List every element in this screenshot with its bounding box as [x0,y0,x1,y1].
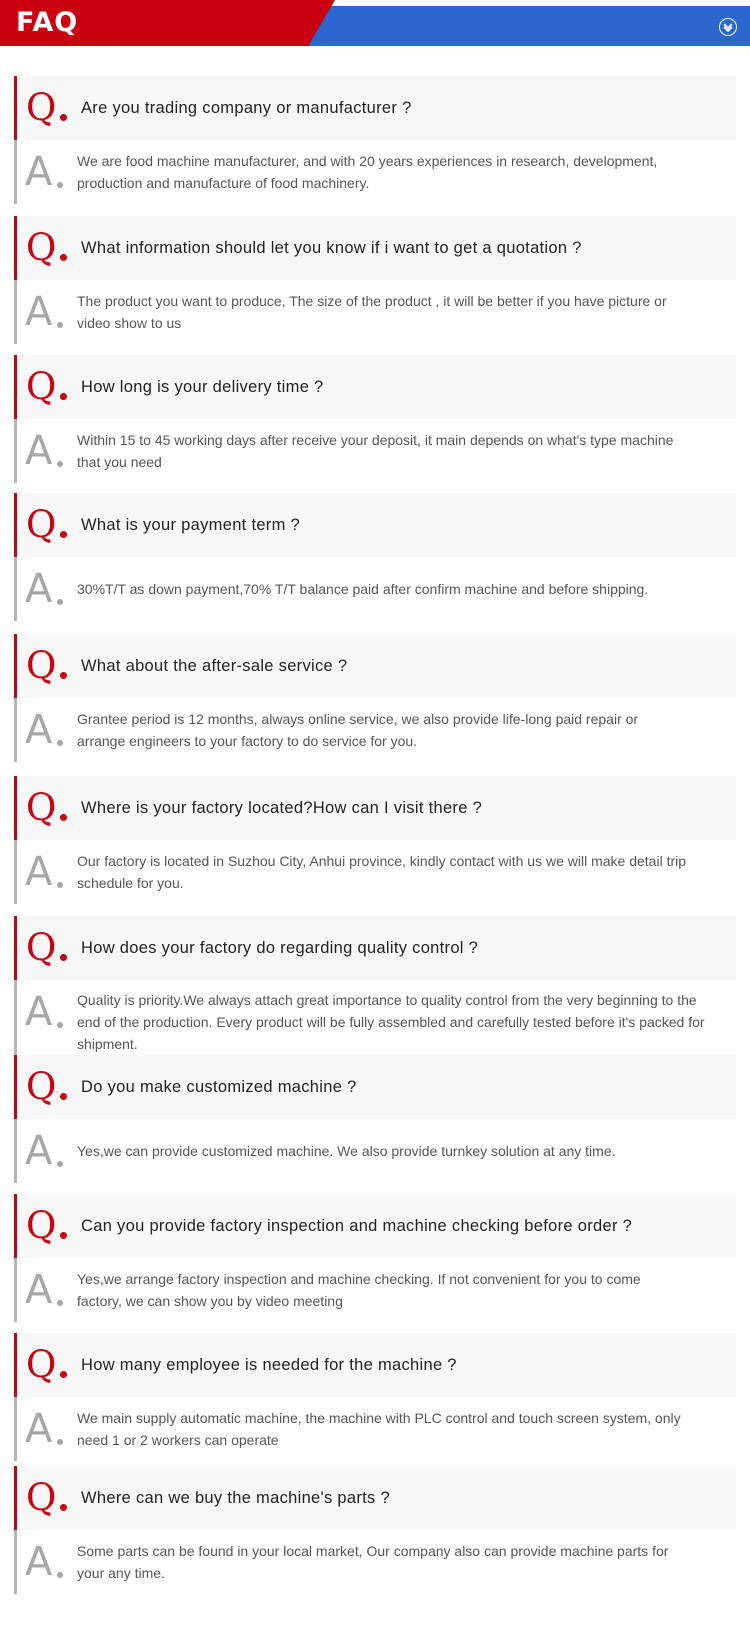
faq-question-row[interactable] [14,355,736,419]
faq-question-row[interactable] [14,216,736,280]
q-marker-dot [60,114,67,121]
faq-question: How long is your delivery time ? [81,378,324,396]
faq-answer: Our factory is located in Suzhou City, Anhui province, kindly contact with us we will make detail trip schedule for you. [77,853,687,891]
faq-answer-row [14,980,736,1060]
faq-answer-row [14,557,736,621]
faq-header [0,0,750,46]
faq-question-row[interactable] [14,916,736,980]
faq-item [14,355,736,483]
q-marker-icon: Q [26,1343,57,1386]
faq-answer-row [14,698,736,762]
faq-answer-row [14,840,736,904]
faq-item [14,776,736,904]
a-marker-icon: A [25,428,53,474]
faq-answer-row [14,1119,736,1183]
faq-question: What about the after-sale service ? [81,657,348,675]
faq-question: How does your factory do regarding quality control ? [81,939,479,957]
q-marker-dot [60,1371,67,1378]
faq-question-row[interactable] [14,76,736,140]
q-marker-dot [60,814,67,821]
faq-answer-row [14,140,736,204]
q-marker-icon: Q [26,926,57,969]
a-marker-dot [57,182,63,188]
a-marker-dot [57,1439,63,1445]
faq-answer: We are food machine manufacturer, and with 20 years experiences in research, development, production and manufacture of food machinery. [77,153,658,191]
faq-item [14,1333,736,1461]
a-marker-icon: A [25,566,53,612]
faq-question: How many employee is needed for the machine ? [81,1356,457,1374]
q-marker-icon: Q [26,226,57,269]
faq-answer: Yes,we arrange factory inspection and machine checking. If not convenient for you to come factory, we can show you by video meeting [77,1271,641,1309]
faq-question-row[interactable] [14,634,736,698]
a-marker-icon: A [25,849,53,895]
page-title: FAQ [16,7,79,38]
q-marker-dot [60,393,67,400]
q-marker-icon: Q [26,1204,57,1247]
faq-item [14,76,736,204]
faq-question: What information should let you know if i want to get a quotation ? [81,239,582,257]
faq-item [14,216,736,344]
a-marker-icon: A [25,149,53,195]
faq-question-row[interactable] [14,1333,736,1397]
faq-question: Can you provide factory inspection and machine checking before order ? [81,1217,633,1235]
q-marker-dot [60,672,67,679]
q-marker-dot [60,1093,67,1100]
a-marker-dot [57,1022,63,1028]
faq-answer-row [14,280,736,344]
faq-item [14,634,736,762]
a-marker-icon: A [25,707,53,753]
a-marker-icon: A [25,289,53,335]
faq-question: Where is your factory located?How can I visit there ? [81,799,483,817]
a-marker-icon: A [25,1406,53,1452]
q-marker-icon: Q [26,644,57,687]
faq-answer-row [14,1397,736,1461]
q-marker-icon: Q [26,86,57,129]
a-marker-icon: A [25,1128,53,1174]
a-marker-icon: A [25,1267,53,1313]
faq-question-row[interactable] [14,493,736,557]
faq-answer: The product you want to produce, The size of the product , it will be better if you have picture or video show to us [77,293,667,331]
q-marker-icon: Q [26,365,57,408]
faq-item [14,1466,736,1594]
chevron-down-circle-icon[interactable] [719,18,737,36]
a-marker-dot [57,1300,63,1306]
a-marker-dot [57,740,63,746]
faq-question: Where can we buy the machine's parts ? [81,1489,390,1507]
q-marker-dot [60,1232,67,1239]
faq-answer: Within 15 to 45 working days after receive your deposit, it main depends on what's type machine that you need [77,432,674,470]
a-marker-dot [57,322,63,328]
q-marker-dot [60,531,67,538]
faq-item [14,493,736,621]
faq-answer-row [14,1530,736,1594]
a-marker-dot [57,1161,63,1167]
faq-item [14,1055,736,1183]
a-marker-dot [57,882,63,888]
faq-answer: Quality is priority.We always attach great importance to quality control from the very beginning to the end of the production. Every product will be fully assembled and carefully tested before it's packed for shipment. [77,992,705,1052]
faq-question: Do you make customized machine ? [81,1078,357,1096]
faq-answer: Grantee period is 12 months, always online service, we also provide life-long paid repair or arrange engineers to your factory to do service for you. [77,711,639,749]
a-marker-dot [57,599,63,605]
faq-answer-row [14,419,736,483]
faq-answer-row [14,1258,736,1322]
q-marker-icon: Q [26,503,57,546]
a-marker-icon: A [25,989,53,1035]
faq-item [14,916,736,1060]
a-marker-dot [57,461,63,467]
a-marker-dot [57,1572,63,1578]
q-marker-icon: Q [26,1476,57,1519]
q-marker-dot [60,954,67,961]
faq-answer: Some parts can be found in your local market, Our company also can provide machine parts for your any time. [77,1543,669,1581]
faq-question-row[interactable] [14,1055,736,1119]
faq-question-row[interactable] [14,776,736,840]
q-marker-dot [60,254,67,261]
faq-answer: 30%T/T as down payment,70% T/T balance paid after confirm machine and before shipping. [77,581,649,597]
faq-answer: We main supply automatic machine, the machine with PLC control and touch screen system, only need 1 or 2 workers can operate [77,1410,681,1448]
q-marker-icon: Q [26,786,57,829]
faq-question-row[interactable] [14,1194,736,1258]
faq-question: What is your payment term ? [81,516,301,534]
faq-answer: Yes,we can provide customized machine. We also provide turnkey solution at any time. [77,1143,616,1159]
q-marker-dot [60,1504,67,1511]
faq-question: Are you trading company or manufacturer ? [81,99,412,117]
a-marker-icon: A [25,1539,53,1585]
q-marker-icon: Q [26,1065,57,1108]
faq-question-row[interactable] [14,1466,736,1530]
faq-item [14,1194,736,1322]
